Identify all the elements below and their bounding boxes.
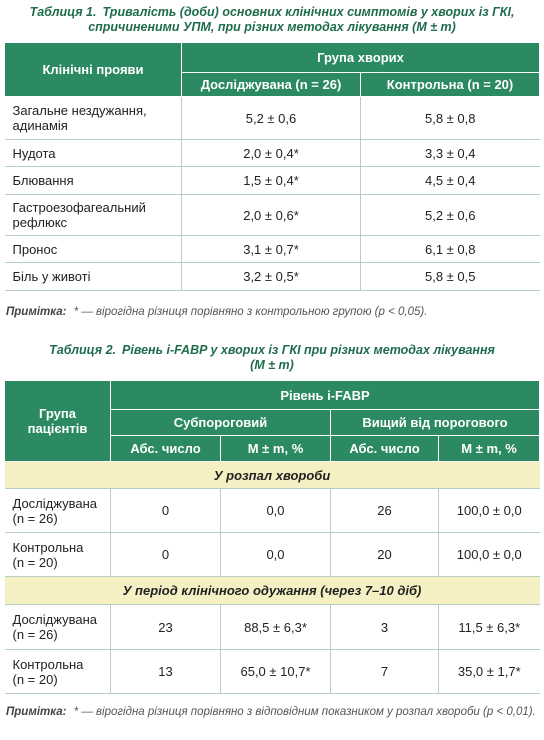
row-label-line1: Контрольна xyxy=(12,539,84,555)
row-label xyxy=(5,650,111,694)
row-label-line1: Загальне нездужання, xyxy=(12,103,147,118)
sub-abs: 0 xyxy=(111,489,221,533)
row-label xyxy=(5,195,182,236)
table1-header-group: Група хворих xyxy=(182,43,540,73)
table2-header-subthreshold: Субпороговий xyxy=(111,410,331,436)
table1-number: Таблиця 1. xyxy=(29,5,97,19)
row-label xyxy=(5,533,111,577)
table2-header-level: Рівень i-FABP xyxy=(111,381,540,410)
row-label xyxy=(5,489,111,533)
table1-header-control: Контрольна (n = 20) xyxy=(361,73,540,97)
study-value: 3,1 ± 0,7* xyxy=(182,236,361,263)
table2-title-line1: Рівень i-FABP у хворих із ГКІ при різних методах лікування xyxy=(122,343,495,357)
above-mm: 100,0 ± 0,0 xyxy=(439,489,540,533)
sub-mm: 65,0 ± 10,7* xyxy=(221,650,331,694)
table2-header-group xyxy=(5,381,111,462)
above-abs: 7 xyxy=(331,650,439,694)
table1-header-study: Досліджувана (n = 26) xyxy=(182,73,361,97)
sub-mm: 0,0 xyxy=(221,533,331,577)
table2-note-label: Примітка: xyxy=(6,706,67,718)
table2-note-text: * — вірогідна різниця порівняно з відповідним показником у розпал хвороби (р < 0,01). xyxy=(73,706,536,718)
table-row xyxy=(5,236,540,263)
above-mm: 11,5 ± 6,3* xyxy=(439,605,540,650)
row-label-line2: (n = 26) xyxy=(12,627,58,642)
above-abs: 20 xyxy=(331,533,439,577)
table2-header-mm: M ± m, % xyxy=(221,436,331,462)
sub-mm: 88,5 ± 6,3* xyxy=(221,605,331,650)
section-title: У розпал хвороби xyxy=(5,462,540,489)
table2-number: Таблиця 2. xyxy=(49,343,117,357)
table-row xyxy=(5,97,540,140)
table2-caption xyxy=(8,343,536,373)
control-value: 5,8 ± 0,5 xyxy=(361,263,540,291)
table2-header-group-line1: Група xyxy=(39,406,76,421)
table1-note xyxy=(6,305,540,319)
control-value: 6,1 ± 0,8 xyxy=(361,236,540,263)
table1-header-clinical: Клінічні прояви xyxy=(5,43,182,97)
row-label-line1: Досліджувана xyxy=(12,612,97,627)
above-mm: 100,0 ± 0,0 xyxy=(439,533,540,577)
above-abs: 3 xyxy=(331,605,439,650)
table1-title-line2: спричиненими УПМ, при різних методах лікування (M ± m) xyxy=(88,20,456,34)
table2-header-group-line2: пацієнтів xyxy=(27,421,88,436)
row-label-line1: Гастроезофагеальний xyxy=(12,200,146,215)
section-row xyxy=(5,577,540,605)
table-row xyxy=(5,605,540,650)
control-value: 4,5 ± 0,4 xyxy=(361,167,540,195)
sub-abs: 23 xyxy=(111,605,221,650)
control-value: 3,3 ± 0,4 xyxy=(361,140,540,167)
above-abs: 26 xyxy=(331,489,439,533)
row-label: Нудота xyxy=(5,140,182,167)
row-label-line2: (n = 20) xyxy=(12,671,58,687)
control-value: 5,8 ± 0,8 xyxy=(361,97,540,140)
table-row xyxy=(5,650,540,694)
study-value: 2,0 ± 0,4* xyxy=(182,140,361,167)
section-title: У період клінічного одужання (через 7–10 діб) xyxy=(5,577,540,605)
table1-caption xyxy=(8,5,536,35)
table-row xyxy=(5,167,540,195)
table-row xyxy=(5,533,540,577)
table2-header-abs: Абс. число xyxy=(111,436,221,462)
table-row xyxy=(5,195,540,236)
row-label-line2: (n = 26) xyxy=(12,510,58,526)
section-row xyxy=(5,462,540,489)
table1-title-line1: Тривалість (доби) основних клінічних симптомів у хворих із ГКІ, xyxy=(102,5,515,19)
table2-note xyxy=(6,705,540,719)
above-mm: 35,0 ± 1,7* xyxy=(439,650,540,694)
table2-header-mm: M ± m, % xyxy=(439,436,540,462)
row-label-line2: (n = 20) xyxy=(12,554,58,570)
table-row xyxy=(5,489,540,533)
row-label xyxy=(5,605,111,650)
sub-abs: 0 xyxy=(111,533,221,577)
study-value: 1,5 ± 0,4* xyxy=(182,167,361,195)
table2-header-above-threshold: Вищий від порогового xyxy=(331,410,540,436)
control-value: 5,2 ± 0,6 xyxy=(361,195,540,236)
table-row xyxy=(5,140,540,167)
table2 xyxy=(4,380,540,694)
row-label: Блювання xyxy=(5,167,182,195)
study-value: 5,2 ± 0,6 xyxy=(182,97,361,140)
row-label-line2: рефлюкс xyxy=(12,215,68,230)
row-label xyxy=(5,97,182,140)
table1 xyxy=(4,42,540,291)
table1-note-text: * — вірогідна різниця порівняно з контрольною групою (р < 0,05). xyxy=(73,306,428,318)
row-label-line2: адинамія xyxy=(12,118,68,133)
table2-title-line2: (M ± m) xyxy=(250,358,294,372)
row-label: Пронос xyxy=(5,236,182,263)
study-value: 3,2 ± 0,5* xyxy=(182,263,361,291)
table1-note-label: Примітка: xyxy=(6,306,67,318)
study-value: 2,0 ± 0,6* xyxy=(182,195,361,236)
row-label-line1: Контрольна xyxy=(12,656,84,672)
sub-mm: 0,0 xyxy=(221,489,331,533)
row-label-line1: Досліджувана xyxy=(12,495,97,511)
table-row xyxy=(5,263,540,291)
table2-header-abs: Абс. число xyxy=(331,436,439,462)
sub-abs: 13 xyxy=(111,650,221,694)
row-label: Біль у животі xyxy=(5,263,182,291)
